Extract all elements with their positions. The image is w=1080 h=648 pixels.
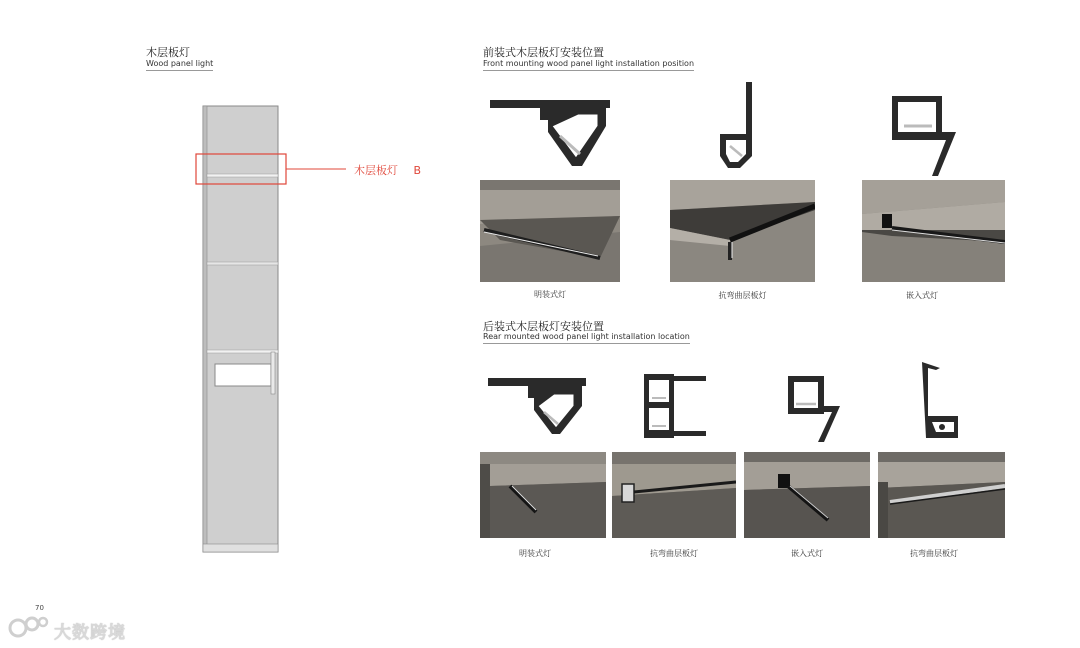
rear-title-en: Rear mounted wood panel light installation location: [483, 332, 690, 344]
rear-title-cn: 后装式木层板灯安装位置: [483, 320, 604, 333]
rear-caption-2: 抗弯曲层板灯: [650, 549, 698, 558]
page-number: 70: [35, 604, 44, 612]
front-profile-surface-icon: [490, 96, 615, 168]
front-profile-recessed-icon: [888, 92, 958, 178]
rear-caption-3: 嵌入式灯: [791, 549, 823, 558]
callout-leader-line: [286, 168, 348, 172]
front-photo-recessed: [862, 180, 1005, 282]
front-title-cn: 前装式木层板灯安装位置: [483, 46, 604, 59]
rear-profile-antibend-icon: [640, 372, 710, 440]
front-photo-surface: [480, 180, 620, 282]
callout-label: [354, 162, 421, 178]
cabinet-elevation-drawing: [195, 100, 290, 555]
callout-label-text: 木层板灯: [354, 164, 398, 177]
rear-photo-antibend: [612, 452, 736, 538]
front-caption-2: 抗弯曲层板灯: [718, 291, 767, 300]
rear-photo-surface: [480, 452, 606, 538]
rear-profile-surface-icon: [488, 376, 592, 436]
rear-photo-antibend-2: [878, 452, 1005, 538]
watermark-text: 大数跨境: [54, 623, 126, 643]
rear-photo-recessed: [744, 452, 870, 538]
front-title-en: Front mounting wood panel light installation position: [483, 59, 694, 71]
front-caption-3: 嵌入式灯: [906, 291, 938, 300]
wood-panel-title-cn: 木层板灯: [146, 46, 190, 59]
wood-panel-title-en: Wood panel light: [146, 59, 213, 71]
rear-profile-antibend-2-icon: [918, 360, 962, 444]
callout-code: B: [413, 164, 422, 177]
rear-caption-4: 抗弯曲层板灯: [910, 549, 958, 558]
front-caption-1: 明装式灯: [534, 290, 566, 299]
rear-profile-recessed-icon: [784, 374, 846, 444]
watermark-logo-icon: [8, 614, 50, 640]
front-photo-antibend: [670, 180, 815, 282]
rear-caption-1: 明装式灯: [519, 549, 551, 558]
front-profile-antibend-icon: [714, 80, 764, 172]
